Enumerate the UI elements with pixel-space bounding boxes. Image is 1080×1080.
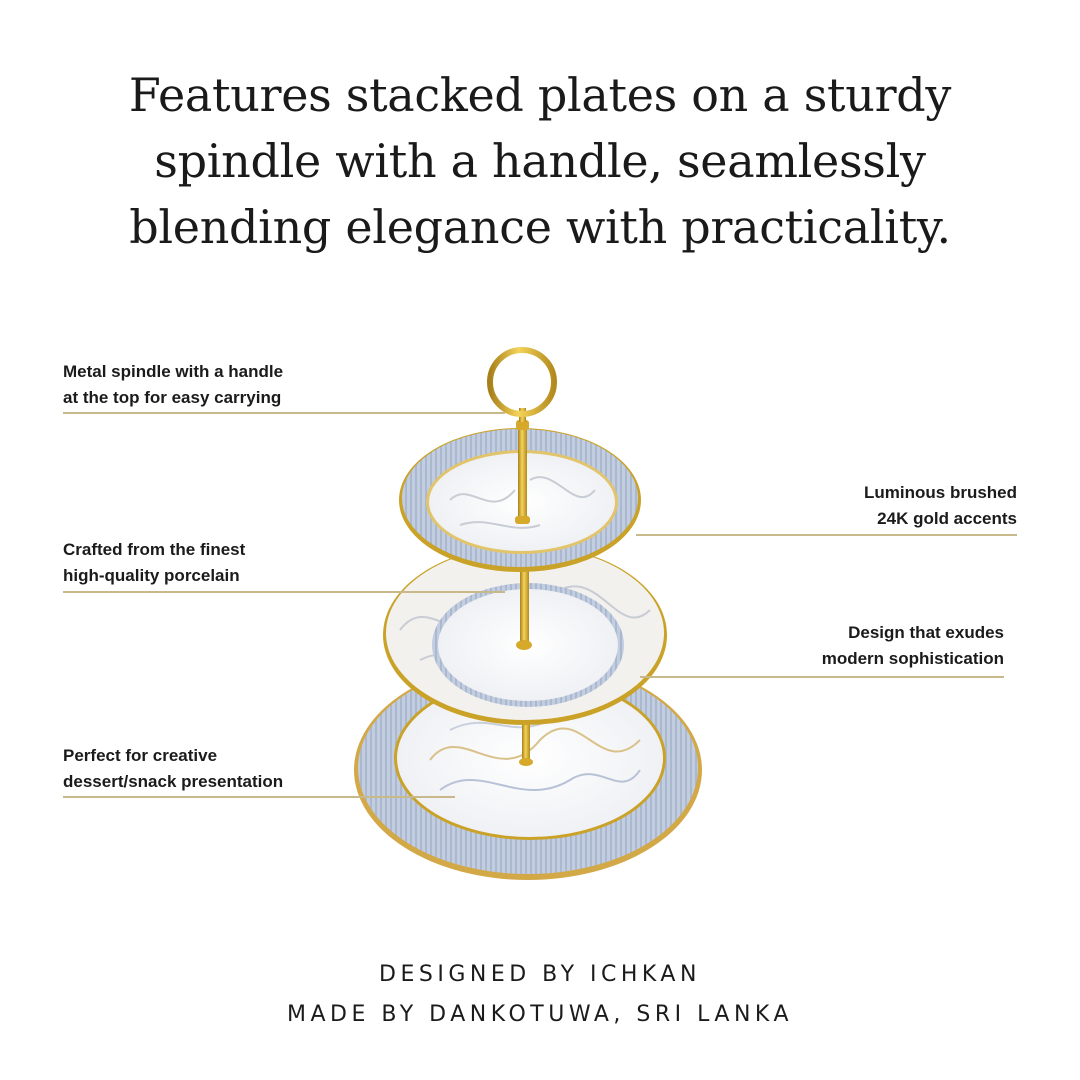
headline-line: blending elegance with practicality. <box>129 200 951 254</box>
callout-line: high-quality porcelain <box>63 566 240 585</box>
callout-line: Perfect for creative <box>63 746 218 765</box>
callout-line: 24K gold accents <box>877 509 1017 528</box>
callout-leader-line <box>636 534 1017 536</box>
callout-line: at the top for easy carrying <box>63 388 282 407</box>
callout-design <box>822 620 1004 672</box>
headline <box>40 62 1040 260</box>
callout-spindle <box>63 359 283 411</box>
callout-gold-accents <box>864 480 1017 532</box>
callout-presentation <box>63 743 283 795</box>
headline-line: spindle with a handle, seamlessly <box>154 134 926 188</box>
callout-line: Luminous brushed <box>864 483 1017 502</box>
callout-leader-line <box>63 796 455 798</box>
footer-maker: MADE BY DANKOTUWA, SRI LANKA <box>286 1002 793 1027</box>
cake-stand-image <box>340 340 740 900</box>
callout-line: Crafted from the finest <box>63 540 246 559</box>
callout-leader-line <box>640 676 1004 678</box>
callout-line: dessert/snack presentation <box>63 772 284 791</box>
callout-leader-line <box>63 412 505 414</box>
callout-line: Design that exudes <box>848 623 1004 642</box>
callout-porcelain <box>63 537 245 589</box>
callout-leader-line <box>63 591 505 593</box>
footer-designer: DESIGNED BY ICHKAN <box>379 962 701 987</box>
callout-line: Metal spindle with a handle <box>63 362 284 381</box>
headline-line: Features stacked plates on a sturdy <box>128 68 952 122</box>
callout-line: modern sophistication <box>821 649 1004 668</box>
